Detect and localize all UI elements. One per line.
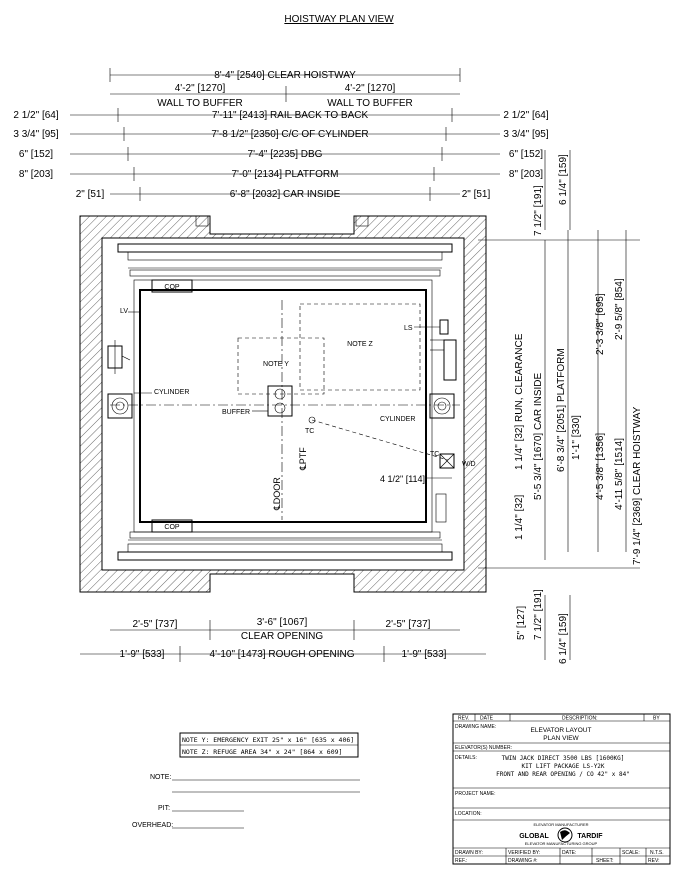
rdim-d5: 4'-5 3/8" [1356] xyxy=(595,432,606,500)
tb-date: DATE xyxy=(480,715,493,722)
tb-ref: REF.: xyxy=(455,858,468,864)
company-logo xyxy=(519,822,603,846)
tb-rev: REV. xyxy=(458,715,470,722)
dim-rail-back: 7'-11" [2413] RAIL BACK TO BACK xyxy=(211,110,369,121)
label-ls: LS xyxy=(404,325,413,332)
dim-car-left: 2" [51] xyxy=(75,189,105,200)
tb-details-1: TWIN JACK DIRECT 3500 LBS [1600KG] xyxy=(501,755,625,762)
dim-plat-right: 8" [203] xyxy=(508,169,544,180)
cylinder-left xyxy=(108,394,132,418)
note-y-text: NOTE Y: EMERGENCY EXIT 25" x 16" [635 x 406] xyxy=(182,736,355,744)
tb-company-sub: ELEVATOR MANUFACTURING GROUP xyxy=(524,841,598,846)
tb-company-left: GLOBAL xyxy=(519,833,549,840)
dim-cyl-left: 3 3/4" [95] xyxy=(13,129,59,140)
label-buffer: BUFFER xyxy=(222,409,250,416)
cylinder-right xyxy=(430,394,454,418)
tb-details-3: FRONT AND REAR OPENING / CO 42" x 84" xyxy=(496,771,630,778)
tb-date2: DATE: xyxy=(562,850,577,856)
label-note-y: NOTE Y xyxy=(263,361,289,368)
rdim-b1: 5" [127] xyxy=(516,605,527,640)
label-cop-bottom: COP xyxy=(164,524,180,531)
bdim-clear-opening: 3'-6" [1067] xyxy=(256,617,308,628)
rdim-run: 1 1/4" [32] RUN, CLEARANCE xyxy=(514,333,525,470)
tb-by: BY xyxy=(653,715,660,722)
tb-company-tag: ELEVATOR MANUFACTURER xyxy=(533,822,589,827)
dim-dbg-right: 6" [152] xyxy=(508,149,544,160)
rdim-car-inside: 5'-5 3/4" [1670] CAR INSIDE xyxy=(533,372,544,500)
tb-elevator-number: ELEVATOR(S) NUMBER: xyxy=(455,745,512,751)
dim-car-right: 2" [51] xyxy=(461,189,491,200)
dim-dbg-left: 6" [152] xyxy=(18,149,54,160)
notes-table xyxy=(180,733,358,757)
label-cop-top: COP xyxy=(164,284,180,291)
drawing-title: HOISTWAY PLAN VIEW xyxy=(284,14,394,25)
tb-drawing-name-label: DRAWING NAME: xyxy=(455,724,497,730)
dim-rail-right: 2 1/2" [64] xyxy=(503,110,549,121)
dim-rail-left: 2 1/2" [64] xyxy=(13,110,59,121)
tb-project-name: PROJECT NAME: xyxy=(455,791,496,797)
hoistway-plan xyxy=(80,216,486,592)
rdim-platform: 6'-8 3/4" [2051] PLATFORM xyxy=(556,348,567,472)
info-fields xyxy=(132,774,360,829)
note-z-text: NOTE Z: REFUGE AREA 34" x 24" [864 x 609] xyxy=(182,748,343,756)
rdim-d6: 2'-9 5/8" [854] xyxy=(614,278,625,340)
bdim-r-left: 1'-9" [533] xyxy=(119,649,165,660)
tb-company-right: TARDIF xyxy=(577,833,603,840)
tb-verified-by: VERIFIED BY: xyxy=(508,850,541,856)
tb-drawing-name-2: PLAN VIEW xyxy=(543,735,579,742)
bdim-clear-opening-label: CLEAR OPENING xyxy=(240,631,324,642)
dim-wall-left: 4'-2" [1270] xyxy=(174,83,226,94)
bottom-dimensions xyxy=(80,617,486,662)
rdim-d4: 2'-3 3/8" [695] xyxy=(595,293,606,355)
tb-sheet: SHEET: xyxy=(596,858,614,864)
rdim-d3: 1'-1" [330] xyxy=(571,415,582,460)
label-cylinder-left: CYLINDER xyxy=(154,389,190,396)
tb-scale-value: N.T.S. xyxy=(650,850,664,856)
dim-clear-hoistway: 8'-4" [2540] CLEAR HOISTWAY xyxy=(214,70,356,81)
label-tc-1: TC xyxy=(305,428,315,435)
rdim-b2: 7 1/2" [191] xyxy=(533,589,544,640)
dim-car: 6'-8" [2032] CAR INSIDE xyxy=(229,189,341,200)
title-block xyxy=(453,714,670,864)
bdim-right: 2'-5" [737] xyxy=(385,619,431,630)
rdim-run-bottom: 1 1/4" [32] xyxy=(514,494,525,540)
label-note-z: NOTE Z xyxy=(347,341,373,348)
dim-cyl: 7'-8 1/2" [2350] C/C OF CYLINDER xyxy=(211,129,369,140)
bdim-left: 2'-5" [737] xyxy=(132,619,178,630)
dim-wall-to-buffer-right: WALL TO BUFFER xyxy=(327,98,413,109)
tb-location: LOCATION: xyxy=(455,811,482,817)
dim-wall-to-buffer-left: WALL TO BUFFER xyxy=(157,98,243,109)
rdim-b3: 6 1/4" [159] xyxy=(558,613,569,664)
rdim-d1: 6 1/4" [159] xyxy=(558,154,569,205)
label-wd: W/D xyxy=(462,461,476,468)
rdim-clear-hoistway: 7'-9 1/4" [2369] CLEAR HOISTWAY xyxy=(632,406,643,565)
label-offset: 4 1/2" [114] xyxy=(380,474,426,484)
tb-drawing-no: DRAWING #: xyxy=(508,858,538,864)
rdim-d7: 4'-11 5/8" [1514] xyxy=(614,438,625,510)
dim-wall-right: 4'-2" [1270] xyxy=(344,83,396,94)
tb-details-2: KIT LIFT PACKAGE LS-Y2K xyxy=(521,763,605,770)
tb-scale: SCALE: xyxy=(622,850,640,856)
right-dimensions xyxy=(478,150,643,664)
label-cylinder-right: CYLINDER xyxy=(380,416,416,423)
field-pit-label: PIT: xyxy=(158,805,171,812)
bdim-r-right: 1'-9" [533] xyxy=(401,649,447,660)
dim-dbg: 7'-4" [2235] DBG xyxy=(247,149,323,160)
label-door: ℄DOOR xyxy=(272,477,282,510)
dim-plat-left: 8" [203] xyxy=(18,169,54,180)
label-ptf: ℄PTF xyxy=(298,447,308,470)
top-dimensions xyxy=(13,68,548,201)
label-lv: LV xyxy=(120,308,129,315)
tb-drawn-by: DRAWN BY: xyxy=(455,850,483,856)
field-note-label: NOTE: xyxy=(150,774,172,781)
tb-details-label: DETAILS: xyxy=(455,755,477,761)
label-tc-2: TC xyxy=(430,451,440,458)
bdim-rough-opening: 4'-10" [1473] ROUGH OPENING xyxy=(209,649,355,660)
tb-rev2: REV: xyxy=(648,858,660,864)
tb-description: DESCRIPTION: xyxy=(562,715,598,722)
dim-plat: 7'-0" [2134] PLATFORM xyxy=(231,169,339,180)
dim-cyl-right: 3 3/4" [95] xyxy=(503,129,549,140)
field-overhead-label: OVERHEAD: xyxy=(132,822,174,829)
rdim-d2: 7 1/2" [191] xyxy=(533,185,544,236)
tb-drawing-name-1: ELEVATOR LAYOUT xyxy=(530,727,592,734)
